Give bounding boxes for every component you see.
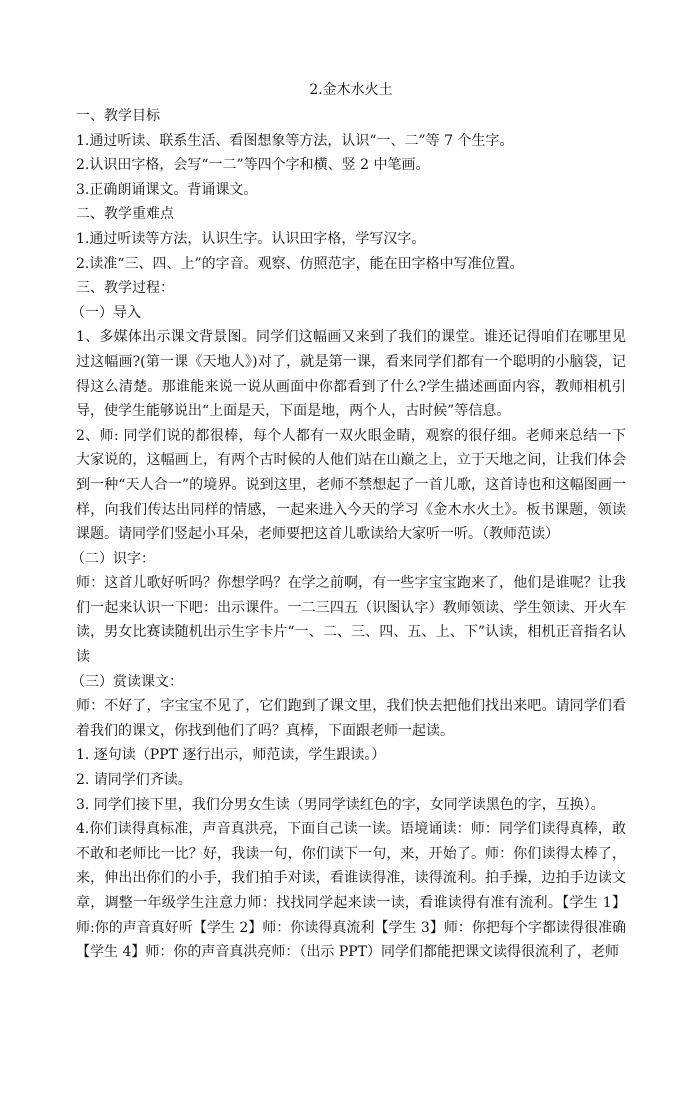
section-heading-key-points: 二、教学重难点 [76, 206, 174, 223]
reading-step-3: 3. 同学们接下里，我们分男女生读（男同学读红色的字，女同学读黑色的字，互换）。 [76, 796, 605, 813]
document-page [71, 78, 626, 965]
literacy-paragraph: 师：这首儿歌好听吗？你想学吗？在学之前啊，有一些字宝宝跑来了，他们是谁呢？让我们一起来认识一下吧：出示课件。一二三四五（识图认字）教师领读、学生领读、开火车读，男女比赛读随机出示生字卡片“一、二、三、四、五、上、下”认读，相机正音指名认读 [76, 575, 626, 666]
goal-item-2: 2.认识田字格，会写“一二”等四个字和横、竖 2 中笔画。 [76, 157, 430, 174]
subheading-introduction: （一）导入 [71, 304, 141, 321]
introduction-paragraph-2: 2、师: 同学们说的都很棒，每个人都有一双火眼金睛，观察的很仔细。老师来总结一下大家说的，这幅画上，有两个古时候的人他们站在山巅之上，立于天地之间，让我们体会到一种“天人合一”的境界。说到这里，老师不禁想起了一首儿歌，这首诗也和这幅图画一样，向我们传达出同样的情感，一起来进入今天的学习《金木水火土》。板书课题，领读课题。请同学们竖起小耳朵，老师要把这首儿歌读给大家听一听。（教师范读） [76, 427, 626, 543]
introduction-paragraph-1: 1、多媒体出示课文背景图。同学们这幅画又来到了我们的课堂。谁还记得咱们在哪里见过这幅画?(第一课《天地人》)对了，就是第一课，看来同学们都有一个聪明的小脑袋，记得这么清楚。那谁能来说一说从画面中你都看到了什么?学生描述画面内容，教师相机引导，使学生能够说出“上面是天，下面是地，两个人，古时候”等信息。 [76, 329, 626, 420]
reading-step-1: 1. 逐句读（PPT 逐行出示，师范读，学生跟读。） [76, 747, 386, 764]
key-point-item-2: 2.读准“三、四、上”的字音。观察、仿照范字，能在田字格中写准位置。 [76, 255, 524, 272]
reading-paragraph: 师：不好了，字宝宝不见了，它们跑到了课文里，我们快去把他们找出来吧。请同学们看着我们的课文，你找到他们了吗？真棒，下面跟老师一起读。 [76, 698, 626, 739]
section-heading-process: 三、教学过程： [76, 280, 174, 297]
key-point-item-1: 1.通过听读等方法，认识生字。认识田字格，学写汉字。 [76, 230, 426, 247]
document-title: 2.金木水火土 [309, 82, 393, 98]
goal-item-3: 3.正确朗诵课文。背诵课文。 [76, 181, 258, 198]
subheading-reading: （三）赏读课文： [71, 673, 183, 690]
section-heading-goals: 一、教学目标 [76, 108, 160, 124]
reading-step-4: 4.你们读得真标准，声音真洪亮，下面自己读一读。语境诵读：师：同学们读得真棒，敢不敢和老师比一比？好，我读一句，你们读下一句，来，开始了。师：你们读得太棒了，来，伸出出你们的小手，我们拍手对读，看谁读得准，读得流利。拍手操，边拍手边读文章，调整一年级学生注意力师：找找同学起来读一读，看谁读得有准有流利。【学生 1】师:你的声音真好听【学生 2】师：你读得真流利【学生 3】师：你把每个字都读得很准确【学生 4】师：你的声音真洪亮师：（出示 PPT）同学们都能把课文读得很流利了，老师 [76, 821, 626, 961]
reading-step-2: 2. 请同学们齐读。 [76, 772, 192, 789]
subheading-literacy: （二）识字： [71, 550, 155, 567]
goal-item-1: 1.通过听读、联系生活、看图想象等方法，认识“一、二”等 7 个生字。 [76, 132, 514, 149]
